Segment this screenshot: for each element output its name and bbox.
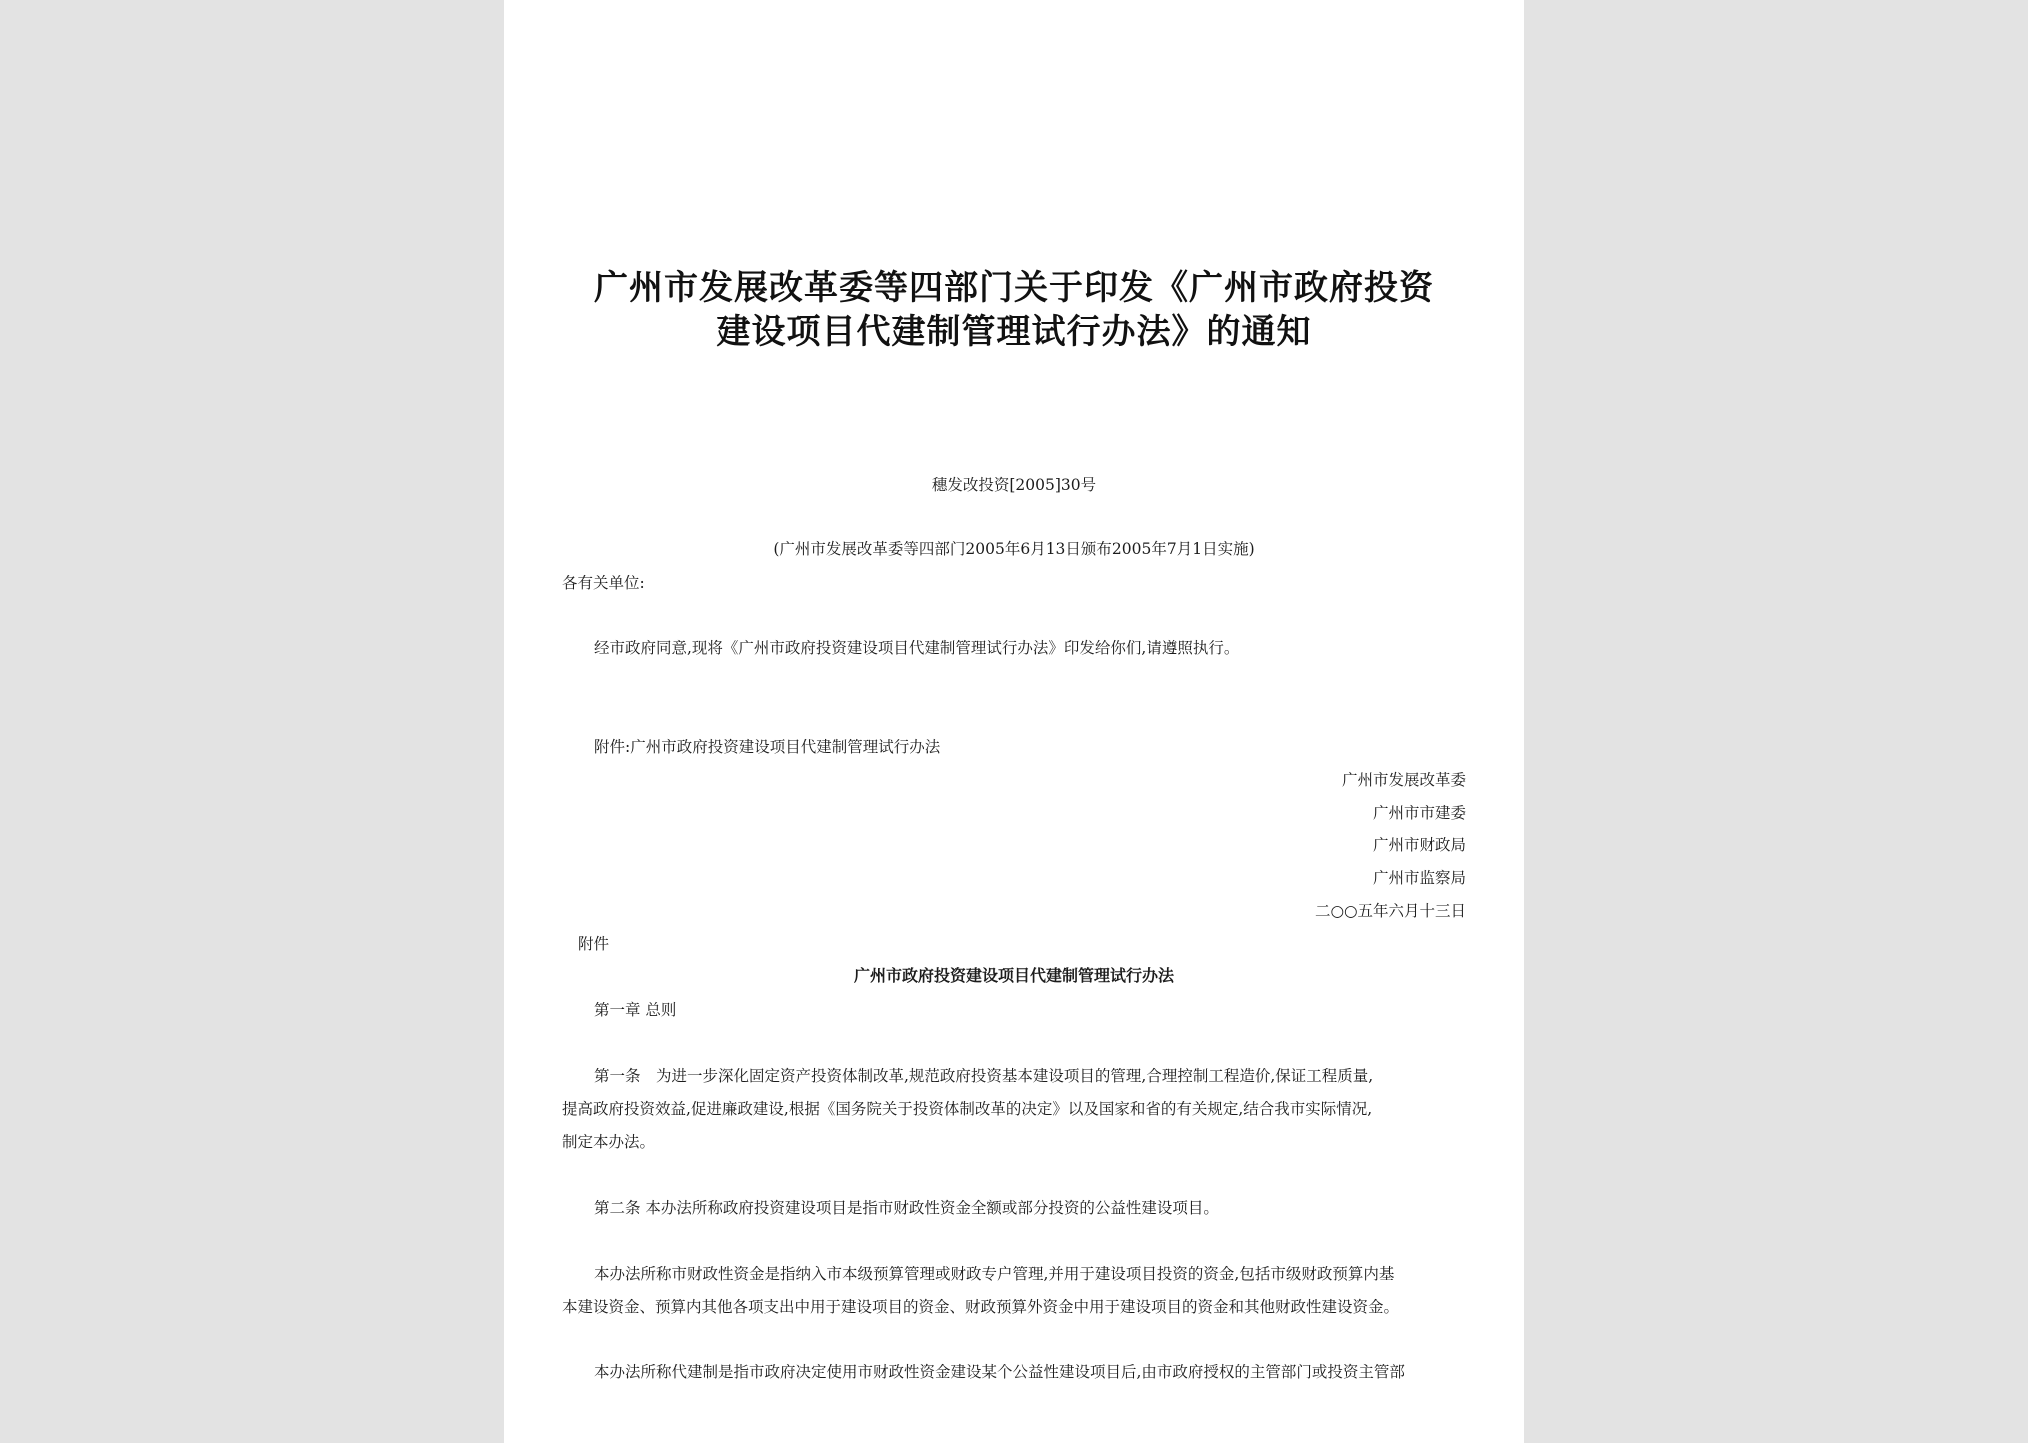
- signatory-4: 广州市监察局: [1372, 869, 1466, 887]
- agent-paragraph-line-1: 本办法所称代建制是指市政府决定使用市财政性资金建设某个公益性建设项目后,由市政府授权的主管部门或投资主管部: [594, 1363, 1405, 1381]
- attachment-label: 附件: [578, 935, 610, 953]
- fiscal-paragraph-line-1: 本办法所称市财政性资金是指纳入市本级预算管理或财政专户管理,并用于建设项目投资的资金,包括市级财政预算内基: [594, 1265, 1395, 1283]
- issue-note: (广州市发展改革委等四部门2005年6月13日颁布2005年7月1日实施): [773, 540, 1255, 558]
- sign-date: 二○○五年六月十三日: [1314, 902, 1466, 920]
- attachment-line: 附件:广州市政府投资建设项目代建制管理试行办法: [594, 738, 941, 756]
- signatory-1: 广州市发展改革委: [1341, 771, 1466, 789]
- article-1-line-2: 提高政府投资效益,促进廉政建设,根据《国务院关于投资体制改革的决定》以及国家和省的有关规定,结合我市实际情况,: [562, 1100, 1373, 1118]
- article-1-line-3: 制定本办法。: [562, 1133, 656, 1151]
- document-page: [504, 0, 1524, 1443]
- article-2: 第二条 本办法所称政府投资建设项目是指市财政性资金全额或部分投资的公益性建设项目。: [594, 1199, 1219, 1217]
- signatory-2: 广州市市建委: [1372, 804, 1466, 822]
- attachment-title: 广州市政府投资建设项目代建制管理试行办法: [853, 966, 1174, 985]
- document-title-line-2: 建设项目代建制管理试行办法》的通知: [716, 312, 1312, 352]
- fiscal-paragraph-line-2: 本建设资金、预算内其他各项支出中用于建设项目的资金、财政预算外资金中用于建设项目的资金和其他财政性建设资金。: [562, 1298, 1400, 1316]
- document-number: 穗发改投资[2005]30号: [931, 476, 1097, 494]
- article-1-line-1: 第一条 为进一步深化固定资产投资体制改革,规范政府投资基本建设项目的管理,合理控制工程造价,保证工程质量,: [594, 1067, 1374, 1085]
- document-title-line-1: 广州市发展改革委等四部门关于印发《广州市政府投资: [594, 268, 1434, 308]
- chapter-heading: 第一章 总则: [594, 1001, 677, 1019]
- body-paragraph: 经市政府同意,现将《广州市政府投资建设项目代建制管理试行办法》印发给你们,请遵照执行。: [594, 639, 1240, 657]
- signatory-3: 广州市财政局: [1372, 836, 1466, 854]
- addressee: 各有关单位:: [562, 574, 645, 592]
